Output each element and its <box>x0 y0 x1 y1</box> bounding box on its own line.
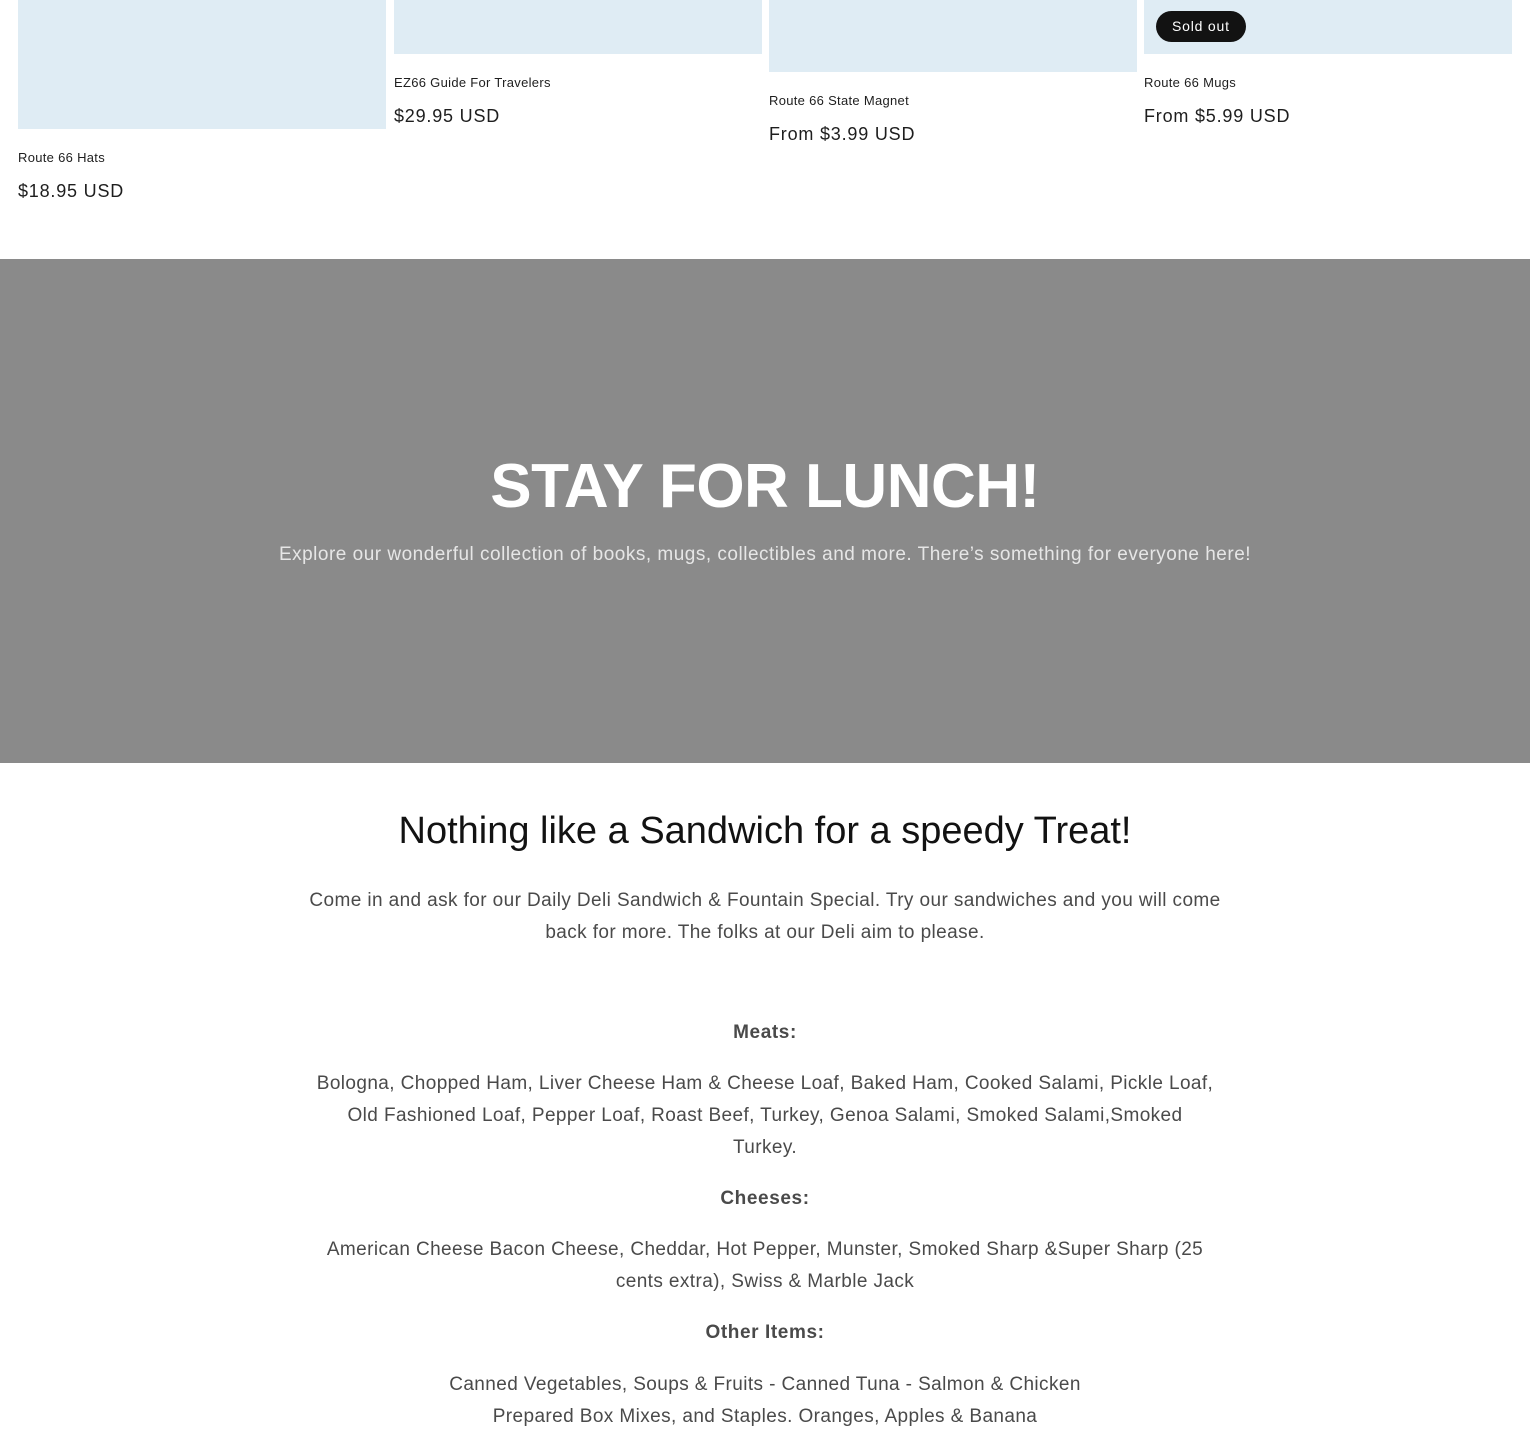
product-title[interactable]: Route 66 Hats <box>18 150 106 165</box>
product-card-mugs[interactable] <box>1144 0 1512 127</box>
product-price: $29.95 USD <box>394 106 501 126</box>
image-banner <box>0 259 1530 763</box>
sold-out-badge: Sold out <box>1156 11 1246 42</box>
cheeses-list: American Cheese Bacon Cheese, Cheddar, Hot Pepper, Munster, Smoked Sharp &Super Sharp (25 cents extra), Swiss & Marble Jack <box>326 1239 1204 1292</box>
meats-list: Bologna, Chopped Ham, Liver Cheese Ham & Cheese Loaf, Baked Ham, Cooked Salami, Pickle Loaf, Old Fashioned Loaf, Pepper Loaf, Roast Beef, Turkey, Genoa Salami, Smoked Salami,Smoked Turkey. <box>316 1073 1214 1158</box>
other-items-heading: Other Items: <box>705 1322 825 1343</box>
product-grid <box>0 0 1530 259</box>
other-items-line-2: Prepared Box Mixes, and Staples. Oranges, Apples & Banana <box>492 1406 1038 1427</box>
product-card-guide[interactable] <box>394 0 762 127</box>
other-items-line-1: Canned Vegetables, Soups & Fruits - Canned Tuna - Salmon & Chicken <box>449 1374 1081 1395</box>
product-price: From $5.99 USD <box>1144 106 1291 126</box>
product-image[interactable] <box>394 0 762 54</box>
meats-heading: Meats: <box>733 1022 797 1043</box>
deli-intro: Come in and ask for our Daily Deli Sandwich & Fountain Special. Try our sandwiches and you will come back for more. The folks at our Deli aim to please. <box>309 890 1221 943</box>
cheeses-heading: Cheeses: <box>720 1188 810 1209</box>
product-image[interactable] <box>1144 0 1512 54</box>
product-title[interactable]: Route 66 Mugs <box>1144 75 1237 90</box>
product-title[interactable]: EZ66 Guide For Travelers <box>394 75 551 90</box>
product-price: From $3.99 USD <box>769 124 916 144</box>
product-image[interactable] <box>18 0 386 129</box>
product-card-hats[interactable] <box>18 0 386 202</box>
product-price: $18.95 USD <box>18 181 125 201</box>
deli-heading: Nothing like a Sandwich for a speedy Treat! <box>398 810 1132 852</box>
deli-section <box>0 763 1530 1433</box>
product-title[interactable]: Route 66 State Magnet <box>769 93 910 108</box>
banner-text: Explore our wonderful collection of books, mugs, collectibles and more. There’s something for everyone here! <box>278 544 1252 565</box>
product-image[interactable] <box>769 0 1137 72</box>
product-card-magnet[interactable] <box>769 0 1137 145</box>
banner-heading: STAY FOR LUNCH! <box>490 452 1040 521</box>
